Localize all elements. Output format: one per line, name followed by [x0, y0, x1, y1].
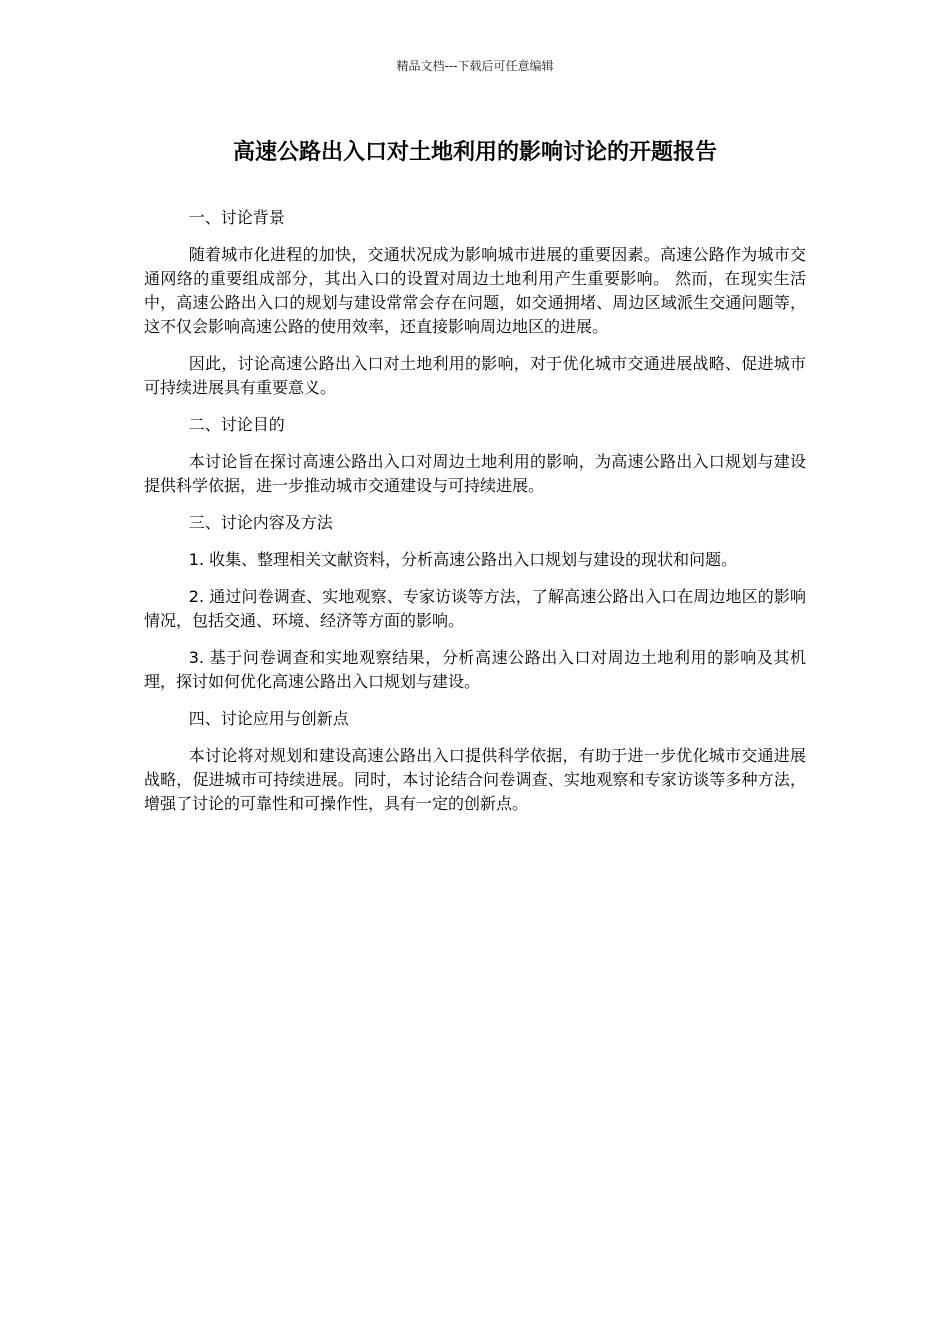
paragraph-background: 随着城市化进程的加快，交通状况成为影响城市进展的重要因素。高速公路作为城市交通网络的重要组成部分，其出入口的设置对周边土地利用产生重要影响。 然而，在现实生活中，高速公路出入口的规划与建设常常会存在问题，如交通拥堵、周边区域派生交通问题等，这不仅会影响高速公路的使用效率，还直接影响周边地区的进展。 [144, 245, 806, 336]
section-heading-application: 四、讨论应用与创新点 [188, 709, 349, 728]
document-title: 高速公路出入口对土地利用的影响讨论的开题报告 [232, 140, 717, 165]
section-heading-background: 一、讨论背景 [188, 208, 285, 227]
section-heading-purpose: 二、讨论目的 [188, 415, 285, 434]
paragraph-significance: 因此，讨论高速公路出入口对土地利用的影响，对于优化城市交通进展战略、促进城市可持续进展具有重要意义。 [144, 354, 806, 397]
list-item-method-3: 3. 基于问卷调查和实地观察结果，分析高速公路出入口对周边土地利用的影响及其机理，探讨如何优化高速公路出入口规划与建设。 [144, 648, 806, 691]
list-item-method-2: 2. 通过问卷调查、实地观察、专家访谈等方法，了解高速公路出入口在周边地区的影响情况，包括交通、环境、经济等方面的影响。 [144, 587, 806, 630]
section-heading-content-methods: 三、讨论内容及方法 [188, 513, 333, 532]
list-item-method-1: 1. 收集、整理相关文献资料，分析高速公路出入口规划与建设的现状和问题。 [188, 550, 738, 569]
header-note: 精品文档---下载后可任意编辑 [396, 59, 554, 73]
paragraph-purpose: 本讨论旨在探讨高速公路出入口对周边土地利用的影响，为高速公路出入口规划与建设提供科学依据，进一步推动城市交通建设与可持续进展。 [144, 452, 806, 495]
document-body [144, 206, 806, 829]
paragraph-application: 本讨论将对规划和建设高速公路出入口提供科学依据，有助于进一步优化城市交通进展战略，促进城市可持续进展。同时，本讨论结合问卷调查、实地观察和专家访谈等多种方法，增强了讨论的可靠性和可操作性，具有一定的创新点。 [144, 746, 806, 813]
